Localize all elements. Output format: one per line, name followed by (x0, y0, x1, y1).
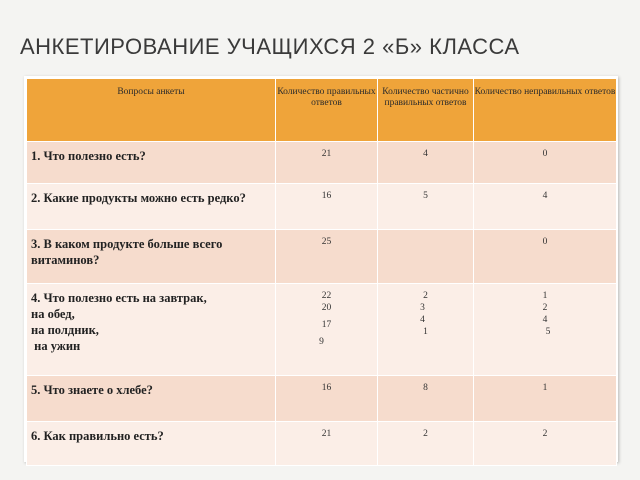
wrong-cell: 0 (474, 142, 617, 184)
question-cell: 5. Что знаете о хлебе? (27, 376, 276, 422)
wrong-cell: 1 (474, 376, 617, 422)
question-cell: 6. Как правильно есть? (27, 422, 276, 466)
header-questions: Вопросы анкеты (27, 79, 276, 142)
wrong-cell: 4 (474, 184, 617, 230)
table-row (27, 376, 617, 422)
table-row (27, 184, 617, 230)
partial-cell: 5 (378, 184, 474, 230)
wrong-cell: 2 (474, 422, 617, 466)
question-cell: 4. Что полезно есть на завтрак, на обед, на полдник, на ужин (27, 284, 276, 376)
table-header-row (27, 79, 617, 142)
survey-table (24, 76, 618, 462)
partial-cell (378, 230, 474, 284)
partial-cell: 4 (378, 142, 474, 184)
partial-cell: 2 (378, 422, 474, 466)
correct-cell: 21 (276, 422, 378, 466)
correct-cell: 25 (276, 230, 378, 284)
correct-cell: 21 (276, 142, 378, 184)
question-cell: 1. Что полезно есть? (27, 142, 276, 184)
slide-title: АНКЕТИРОВАНИЕ УЧАЩИХСЯ 2 «Б» КЛАССА (20, 34, 520, 59)
correct-cell: 16 (276, 376, 378, 422)
table-row (27, 230, 617, 284)
wrong-cell: 0 (474, 230, 617, 284)
header-partial: Количество частично правильных ответов (378, 79, 474, 142)
header-wrong: Количество неправильных ответов (474, 79, 617, 142)
table-row (27, 284, 617, 376)
correct-cell: 16 (276, 184, 378, 230)
header-correct: Количество правильных ответов (276, 79, 378, 142)
partial-cell: 2 3 4 1 (378, 284, 474, 376)
partial-cell: 8 (378, 376, 474, 422)
question-cell: 3. В каком продукте больше всего витаминов? (27, 230, 276, 284)
table-row (27, 422, 617, 466)
wrong-cell: 1 2 4 5 (474, 284, 617, 376)
table-row (27, 142, 617, 184)
question-cell: 2. Какие продукты можно есть редко? (27, 184, 276, 230)
correct-cell: 22 20 17 9 (276, 284, 378, 376)
